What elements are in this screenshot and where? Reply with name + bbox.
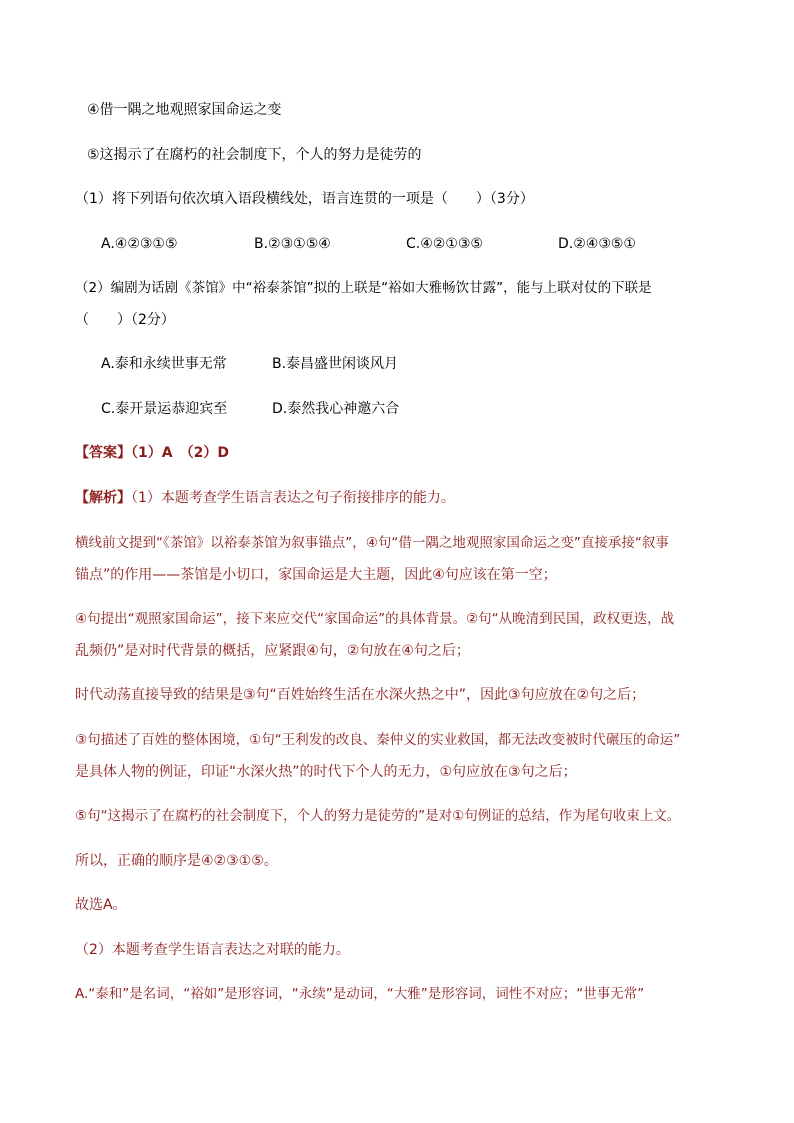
q1-option-d: D.②④③⑤① (558, 236, 636, 252)
q2-option-a: A.泰和永续世事无常 (101, 356, 227, 372)
analysis-p7: 故选A。 (75, 897, 127, 913)
answer-label: 【答案】 (75, 445, 131, 461)
q1-option-c: C.④②①③⑤ (406, 236, 483, 252)
q2-option-b: B.泰昌盛世闲谈风月 (272, 356, 399, 372)
q2-stem-line1: （2）编剧为话剧《茶馆》中“裕泰茶馆”拟的上联是“裕如大雅畅饮甘露”，能与上联对仗的下联是 (75, 280, 652, 296)
q2-option-c: C.泰开景运恭迎宾至 (101, 401, 228, 417)
analysis-p6: 所以，正确的顺序是④②③①⑤。 (75, 853, 278, 869)
analysis-q2-intro: （2）本题考查学生语言表达之对联的能力。 (75, 942, 350, 958)
analysis-q2-option-a: A.“泰和”是名词，“裕如”是形容词，“永续”是动词，“大雅”是形容词，词性不对应；“世事无常” (75, 986, 645, 1002)
answer-block (75, 443, 229, 463)
analysis-intro-block (75, 488, 455, 508)
analysis-p4-line2: 是具体人物的例证，印证“水深火热”的时代下个人的无力，①句应放在③句之后； (75, 764, 577, 780)
analysis-intro: （1）本题考查学生语言表达之句子衔接排序的能力。 (131, 490, 455, 506)
analysis-p5: ⑤句“这揭示了在腐朽的社会制度下，个人的努力是徒劳的”是对①句例证的总结，作为尾句收束上文。 (75, 808, 681, 824)
analysis-label: 【解析】 (75, 490, 131, 506)
q2-stem-line2: （ ）（2分） (75, 312, 175, 328)
q1-option-b: B.②③①⑤④ (254, 236, 331, 252)
analysis-p1-line2: 锚点”的作用——茶馆是小切口，家国命运是大主题，因此④句应该在第一空； (75, 567, 557, 583)
answer-text: （1）A （2）D (131, 445, 229, 461)
item-5: ⑤这揭示了在腐朽的社会制度下，个人的努力是徒劳的 (87, 147, 422, 163)
item-4: ④借一隅之地观照家国命运之变 (87, 102, 282, 118)
q1-option-a: A.④②③①⑤ (101, 236, 178, 252)
q1-stem: （1）将下列语句依次填入语段横线处，语言连贯的一项是（ ）（3分） (75, 191, 534, 207)
analysis-p2-line1: ④句提出“观照家国命运”，接下来应交代“家国命运”的具体背景。②句“从晚清到民国，政权更迭，战 (75, 611, 675, 627)
q2-option-d: D.泰然我心神邀六合 (272, 401, 400, 417)
analysis-p4-line1: ③句描述了百姓的整体困境，①句“王利发的改良、秦仲义的实业救国，都无法改变被时代碾压的命运” (75, 732, 681, 748)
analysis-p1-line1: 横线前文提到“《茶馆》以裕泰茶馆为叙事锚点”，④句“借一隅之地观照家国命运之变”直接承接“叙事 (75, 535, 669, 551)
analysis-p3: 时代动荡直接导致的结果是③句“百姓始终生活在水深火热之中”，因此③句应放在②句之后； (75, 687, 646, 703)
analysis-p2-line2: 乱频仍”是对时代背景的概括，应紧跟④句，②句放在④句之后； (75, 643, 470, 659)
